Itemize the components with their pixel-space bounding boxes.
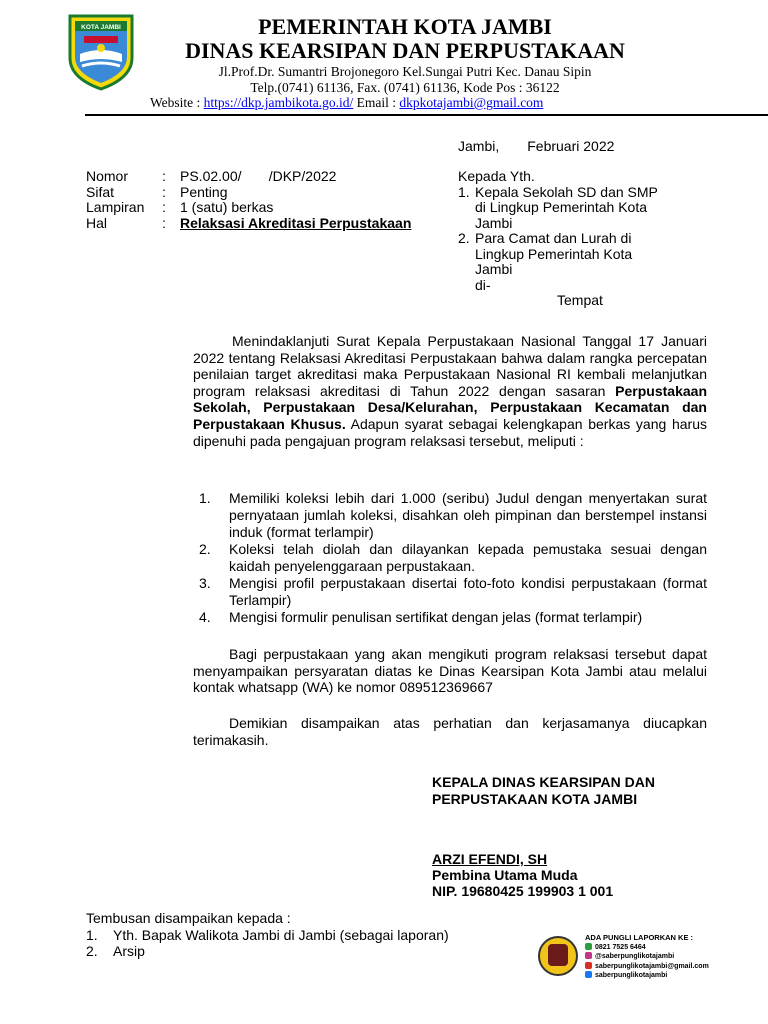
recipients-block — [458, 169, 658, 309]
letter-date — [458, 138, 614, 154]
signatory-name: ARZI EFENDI, SH — [432, 851, 548, 867]
emblem-text: KOTA JAMBI — [81, 24, 121, 31]
list-number: 2. — [199, 541, 211, 557]
recipient-item — [458, 185, 658, 232]
recipient-item — [458, 231, 658, 278]
meta-key: Lampiran — [86, 199, 145, 215]
cc-text: Yth. Bapak Walikota Jambi di Jambi (sebagai laporan) — [113, 926, 449, 943]
promo-title: ADA PUNGLI LAPORKAN KE : — [585, 933, 694, 942]
cc-text: Arsip — [113, 943, 145, 959]
letterhead-divider — [85, 114, 768, 116]
p1-target-libraries: Perpustakaan Sekolah, Perpustakaan Desa/Kelurahan, Perpustakaan Kecamatan dan Perpustakaan Khusus. — [193, 382, 707, 432]
recipient-text: Para Camat dan Lurah di Lingkup Pemerintah Kota Jambi — [475, 230, 633, 277]
meta-key: Sifat — [86, 183, 115, 200]
list-text: Memiliki koleksi lebih dari 1.000 (seribu) Judul dengan menyertakan surat pernyataan jumlah koleksi, disahkan oleh pimpinan dan berstempel instansi induk (format terlampir) — [229, 490, 707, 540]
signature-title-line: PERPUSTAKAAN KOTA JAMBI — [432, 790, 638, 807]
meta-value: 1 (satu) berkas — [180, 199, 274, 215]
meta-key: Hal — [86, 214, 108, 231]
signature-title — [432, 774, 655, 807]
meta-key: Nomor — [86, 168, 129, 184]
recipient-tempat: Tempat — [557, 292, 603, 308]
cc-number: 2. — [86, 943, 98, 959]
carbon-copy — [86, 910, 449, 960]
recipients-heading: Kepada Yth. — [458, 168, 535, 184]
list-number: 1. — [199, 490, 211, 506]
list-text: Mengisi formulir penulisan sertifikat dengan jelas (format terlampir) — [229, 609, 643, 625]
signatory-rank: Pembina Utama Muda — [432, 867, 578, 883]
cc-item — [86, 943, 449, 960]
promo-phone — [585, 943, 709, 953]
header-agency: DINAS KEARSIPAN DAN PERPUSTAKAAN — [185, 38, 625, 63]
list-item — [193, 490, 707, 541]
date-month-year: Februari 2022 — [527, 138, 615, 154]
list-number: 4. — [199, 609, 211, 625]
list-number: 3. — [199, 575, 211, 591]
whatsapp-icon — [585, 943, 592, 950]
meta-row-sifat — [86, 185, 411, 201]
meta-subject: Relaksasi Akreditasi Perpustakaan — [180, 214, 412, 231]
website-link[interactable]: https://dkp.jambikota.go.id/ — [203, 95, 354, 110]
recipient-number: 2. — [458, 230, 470, 246]
date-city: Jambi, — [458, 138, 500, 154]
meta-row-hal — [86, 216, 411, 232]
promo-phone-text: 0821 7525 6464 — [595, 943, 646, 951]
website-label: Website : — [150, 95, 204, 110]
email-icon — [585, 962, 592, 969]
list-item — [193, 575, 707, 609]
list-text: Koleksi telah diolah dan dilayankan kepada pemustaka sesuai dengan kaidah penyelenggaraan perpustakaan. — [229, 541, 707, 574]
p1-text-b: Adapun syarat sebagai kelengkapan berkas yang harus dipenuhi pada pengajuan program relaksasi tersebut, meliputi : — [193, 415, 707, 449]
header-phone: Telp.(0741) 61136, Fax. (0741) 61136, Kode Pos : 36122 — [250, 80, 560, 95]
body-paragraph-1 — [193, 333, 707, 449]
meta-value: PS.02.00/ /DKP/2022 — [180, 168, 337, 184]
list-item — [193, 541, 707, 575]
instagram-icon — [585, 952, 592, 959]
meta-row-nomor — [86, 169, 411, 185]
signatory-nip: NIP. 19680425 199903 1 001 — [432, 883, 614, 899]
recipient-text: Kepala Sekolah SD dan SMP di Lingkup Pemerintah Kota Jambi — [475, 183, 658, 231]
meta-value: Penting — [180, 183, 228, 200]
p1-text-a: Menindaklanjuti Surat Kepala Perpustakaan Nasional Tanggal 17 Januari 2022 tentang Relaksasi Akreditasi Perpustakaan bahwa dalam rangka percepatan penilaian target akreditasi maka Perpustakaan Nasional RI kembali melanjutkan program relaksasi akreditasi di Tahun 2022 dengan sasaran — [193, 333, 707, 399]
recipient-di: di- — [475, 276, 491, 293]
stop-hand-icon — [548, 944, 568, 966]
list-item — [193, 609, 707, 626]
requirements-list — [193, 490, 707, 626]
recipient-number: 1. — [458, 183, 470, 200]
saber-pungli-contact — [585, 934, 709, 981]
cc-heading: Tembusan disampaikan kepada : — [86, 910, 291, 926]
email-label: Email : — [353, 95, 400, 110]
header-address: Jl.Prof.Dr. Sumantri Brojonegoro Kel.Sungai Putri Kec. Danau Sipin — [218, 64, 592, 79]
promo-email-text: saberpunglikotajambi@gmail.com — [595, 962, 709, 970]
meta-row-lampiran — [86, 200, 411, 216]
cc-item — [86, 927, 449, 944]
header-government: PEMERINTAH KOTA JAMBI — [258, 14, 552, 39]
meta-colon: : — [162, 168, 166, 184]
promo-instagram-text: @saberpunglikotajambi — [595, 953, 675, 961]
email-link[interactable]: dkpkotajambi@gmail.com — [399, 95, 544, 110]
meta-colon: : — [162, 199, 166, 215]
facebook-icon — [585, 971, 592, 978]
promo-facebook-text: saberpunglikotajambi — [595, 972, 668, 980]
promo-facebook — [585, 971, 709, 981]
body-paragraph-3: Demikian disampaikan atas perhatian dan kerjasamanya diucapkan terimakasih. — [193, 715, 707, 748]
promo-email — [585, 962, 709, 972]
cc-number: 1. — [86, 926, 98, 943]
list-text: Mengisi profil perpustakaan disertai foto-foto kondisi perpustakaan (format Terlampir) — [229, 575, 707, 608]
body-paragraph-2: Bagi perpustakaan yang akan mengikuti program relaksasi tersebut dapat menyampaikan persyaratan diatas ke Dinas Kearsipan Kota Jambi atau melalui kontak whatsapp (WA) ke nomor 089512369667 — [193, 646, 707, 696]
meta-colon: : — [162, 214, 166, 231]
meta-colon: : — [162, 183, 166, 200]
letter-meta — [86, 169, 411, 231]
promo-instagram — [585, 952, 709, 962]
header-contact — [150, 95, 543, 111]
signature-title-line: KEPALA DINAS KEARSIPAN DAN — [432, 774, 655, 790]
